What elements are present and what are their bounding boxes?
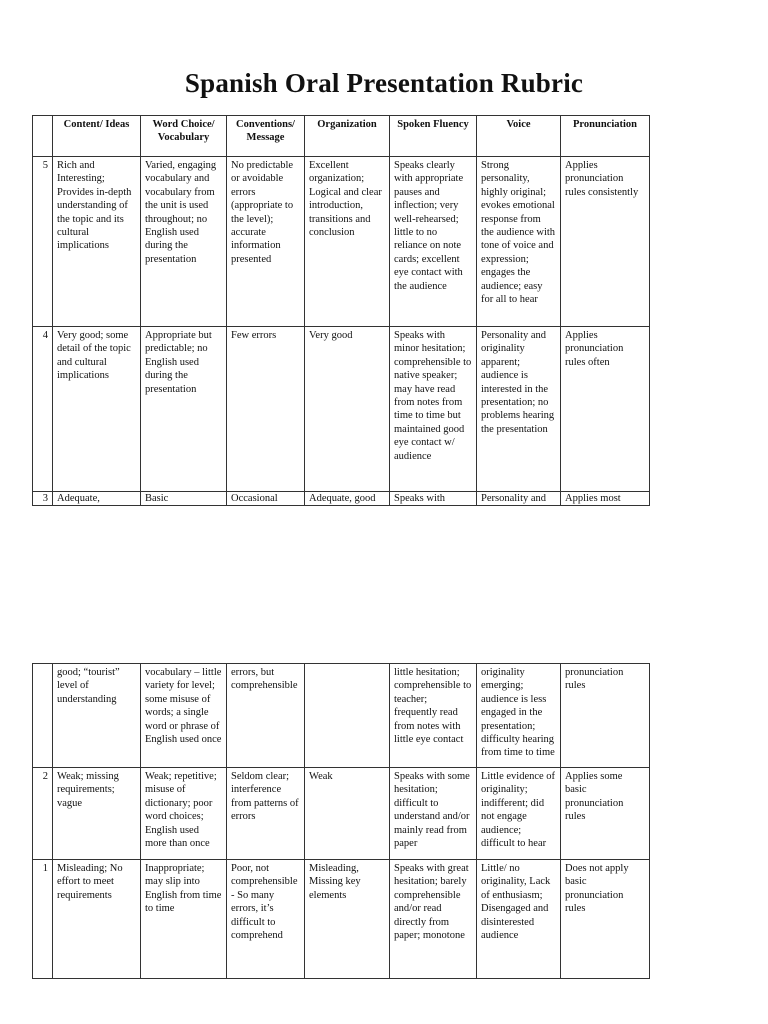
table-cell: vocabulary – little variety for level; some misuse of words; a single word or phrase of English used once [141, 664, 227, 768]
table-row [33, 492, 650, 506]
table-cell: Personality and originality apparent; audience is interested in the presentation; no problems hearing the presentation [477, 327, 561, 492]
score-cell: 3 [33, 492, 53, 506]
score-cell [33, 664, 53, 768]
table-cell: Appropriate but predictable; no English used during the presentation [141, 327, 227, 492]
table-cell: Excellent organization; Logical and clear introduction, transitions and conclusion [305, 157, 390, 327]
table-cell: Weak; repetitive; misuse of dictionary; poor word choices; English used more than once [141, 768, 227, 860]
table-cell: Poor, not comprehensible - So many errors, it’s difficult to comprehend [227, 860, 305, 979]
rubric-table-bottom [32, 663, 650, 979]
header-row [33, 116, 650, 157]
table-cell: Speaks with great hesitation; barely comprehensible and/or read directly from paper; monotone [390, 860, 477, 979]
table-cell: Applies some basic pronunciation rules [561, 768, 650, 860]
table-cell: Basic [141, 492, 227, 506]
table-row [33, 860, 650, 979]
table-cell: Varied, engaging vocabulary and vocabulary from the unit is used throughout; no English used during the presentation [141, 157, 227, 327]
table-cell: Applies pronunciation rules often [561, 327, 650, 492]
table-row [33, 768, 650, 860]
table-cell: errors, but comprehensible [227, 664, 305, 768]
table-cell: Strong personality, highly original; evokes emotional response from the audience with tone of voice and expression; engages the audience; easy for all to hear [477, 157, 561, 327]
table-cell: Few errors [227, 327, 305, 492]
table-cell: Does not apply basic pronunciation rules [561, 860, 650, 979]
table-cell: Misleading, Missing key elements [305, 860, 390, 979]
table-cell: Speaks with some hesitation; difficult to understand and/or mainly read from paper [390, 768, 477, 860]
header-cell-conventions: Conventions/ Message [227, 116, 305, 157]
rubric-table-top [32, 115, 650, 506]
table-cell: Very good [305, 327, 390, 492]
page-title: Spanish Oral Presentation Rubric [184, 68, 584, 98]
table-cell: little hesitation; comprehensible to teacher; frequently read from notes with little eye contact [390, 664, 477, 768]
table-row [33, 664, 650, 768]
header-cell-content-ideas: Content/ Ideas [53, 116, 141, 157]
table-cell: Very good; some detail of the topic and cultural implications [53, 327, 141, 492]
header-cell-spoken-fluency: Spoken Fluency [390, 116, 477, 157]
score-cell: 2 [33, 768, 53, 860]
table-cell: Occasional [227, 492, 305, 506]
table-cell: Speaks with [390, 492, 477, 506]
table-cell: No predictable or avoidable errors (appropriate to the level); accurate information presented [227, 157, 305, 327]
table-cell: Applies most [561, 492, 650, 506]
table-cell: Adequate, [53, 492, 141, 506]
table-cell: Seldom clear; interference from patterns of errors [227, 768, 305, 860]
score-cell: 1 [33, 860, 53, 979]
header-cell-score [33, 116, 53, 157]
table-cell: Weak [305, 768, 390, 860]
table-cell: originality emerging; audience is less engaged in the presentation; difficulty hearing from time to time [477, 664, 561, 768]
table-cell: Speaks clearly with appropriate pauses and inflection; very well-rehearsed; little to no reliance on note cards; excellent eye contact with the audience [390, 157, 477, 327]
table-cell: Applies pronunciation rules consistently [561, 157, 650, 327]
header-cell-organization: Organization [305, 116, 390, 157]
score-cell: 5 [33, 157, 53, 327]
table-cell: Rich and Interesting; Provides in-depth understanding of the topic and its cultural implications [53, 157, 141, 327]
table-cell: Little/ no originality, Lack of enthusiasm; Disengaged and disinterested audience [477, 860, 561, 979]
table-cell: Weak; missing requirements; vague [53, 768, 141, 860]
table-cell: good; “tourist” level of understanding [53, 664, 141, 768]
table-cell: Adequate, good [305, 492, 390, 506]
header-cell-pronunciation: Pronunciation [561, 116, 650, 157]
table-cell: Little evidence of originality; indifferent; did not engage audience; difficult to hear [477, 768, 561, 860]
table-cell: pronunciation rules [561, 664, 650, 768]
table-cell: Misleading; No effort to meet requirements [53, 860, 141, 979]
score-cell: 4 [33, 327, 53, 492]
table-cell: Personality and [477, 492, 561, 506]
table-cell [305, 664, 390, 768]
table-cell: Inappropriate; may slip into English from time to time [141, 860, 227, 979]
table-cell: Speaks with minor hesitation; comprehensible to native speaker; may have read from notes from time to time but maintained good eye contact w/ audience [390, 327, 477, 492]
table-row [33, 157, 650, 327]
table-row [33, 327, 650, 492]
header-cell-word-choice: Word Choice/ Vocabulary [141, 116, 227, 157]
header-cell-voice: Voice [477, 116, 561, 157]
